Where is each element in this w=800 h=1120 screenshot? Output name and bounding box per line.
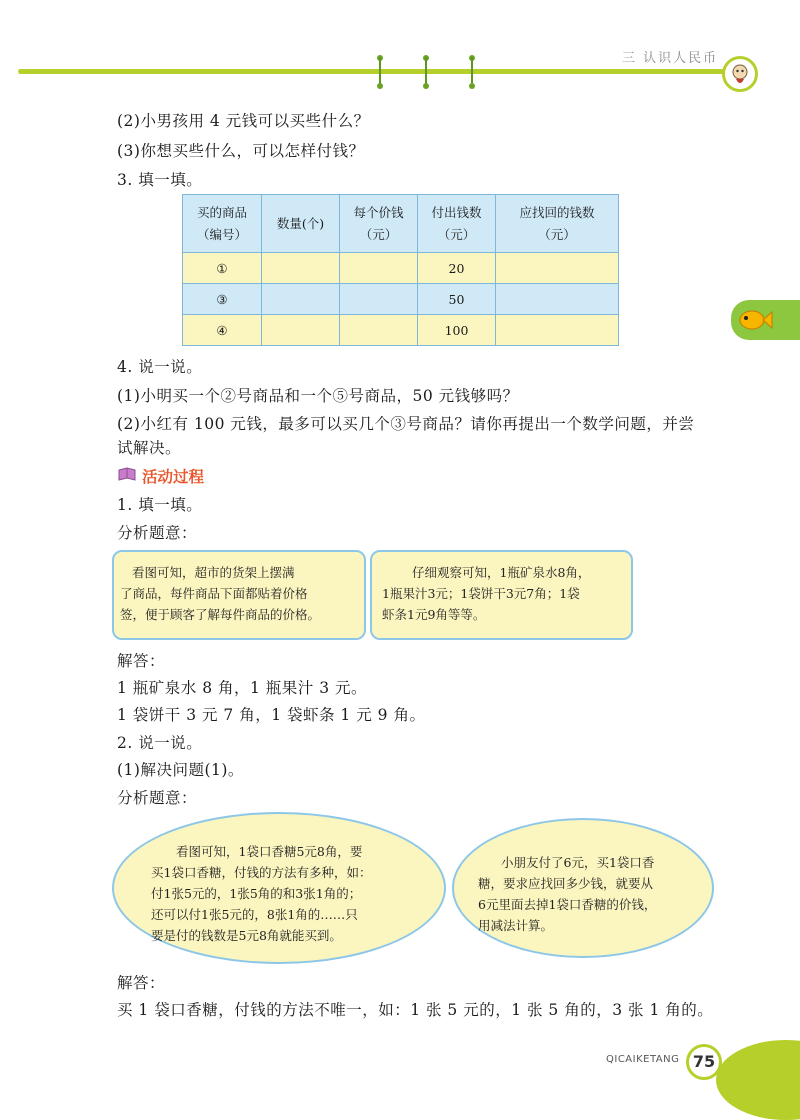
page-number: 75 <box>686 1044 722 1080</box>
question-line: (3)你想买些什么，可以怎样付钱？ <box>117 142 365 160</box>
footer-brand: QICAIKETANG <box>606 1054 680 1065</box>
table-header: 数量(个) <box>262 195 340 253</box>
table-cell[interactable] <box>496 253 619 284</box>
table-cell: ④ <box>183 315 262 346</box>
binder-clip-icon <box>468 55 476 89</box>
mascot-icon <box>722 56 758 92</box>
table-cell[interactable] <box>496 315 619 346</box>
exercise-heading: 3. 填一填。 <box>117 171 203 189</box>
table-cell[interactable] <box>262 284 340 315</box>
binder-clip-icon <box>376 55 384 89</box>
exercise-heading: 2. 说一说。 <box>117 734 203 752</box>
table-cell: 100 <box>418 315 496 346</box>
answer-line: 1 袋饼干 3 元 7 角，1 袋虾条 1 元 9 角。 <box>117 706 426 724</box>
table-header: 应找回的钱数 （元） <box>496 195 619 253</box>
table-row <box>183 284 619 315</box>
box-text: 虾条1元9角等等。 <box>382 607 486 622</box>
side-tab <box>731 300 800 340</box>
question-line: 试解决。 <box>117 439 182 457</box>
table-cell: ③ <box>183 284 262 315</box>
ellipse-text: 用减法计算。 <box>478 918 554 933</box>
table-cell[interactable] <box>262 315 340 346</box>
analysis-label: 分析题意： <box>117 524 198 542</box>
ellipse-text: 糖，要求应找回多少钱，就要从 <box>478 876 654 891</box>
table-header: 买的商品 （编号） <box>183 195 262 253</box>
box-text: 签，便于顾客了解每件商品的价格。 <box>120 607 321 622</box>
analysis-ellipse <box>452 818 714 958</box>
answer-label: 解答： <box>117 652 166 670</box>
box-text: 1瓶果汁3元；1袋饼干3元7角；1袋 <box>382 586 580 601</box>
exercise-heading: 1. 填一填。 <box>117 496 203 514</box>
table-cell[interactable] <box>262 253 340 284</box>
table-row <box>183 253 619 284</box>
fill-table <box>182 194 619 346</box>
box-text: 了商品，每件商品下面都贴着价格 <box>120 586 308 601</box>
ellipse-text: 付1张5元的，1张5角的和3张1角的； <box>151 886 362 901</box>
ellipse-text: 看图可知，1袋口香糖5元8角，要 <box>176 844 363 859</box>
table-cell[interactable] <box>340 253 418 284</box>
table-cell: 50 <box>418 284 496 315</box>
answer-line: 1 瓶矿泉水 8 角，1 瓶果汁 3 元。 <box>117 679 368 697</box>
table-header: 每个价钱 （元） <box>340 195 418 253</box>
table-cell: 20 <box>418 253 496 284</box>
analysis-box <box>370 550 633 640</box>
table-cell[interactable] <box>340 284 418 315</box>
analysis-box <box>112 550 366 640</box>
answer-line: 买 1 袋口香糖，付钱的方法不唯一，如：1 张 5 元的，1 张 5 角的，3 张 1 角的。 <box>117 1001 714 1019</box>
table-cell[interactable] <box>340 315 418 346</box>
binder-clip-icon <box>422 55 430 89</box>
ellipse-text: 小朋友付了6元，买1袋口香 <box>501 855 655 870</box>
question-line: (1)解决问题(1)。 <box>117 761 244 779</box>
question-line: (2)小红有 100 元钱，最多可以买几个③号商品？请你再提出一个数学问题，并尝 <box>117 415 695 433</box>
section-title: 活动过程 <box>142 468 205 486</box>
chapter-title: 三 认识人民币 <box>622 51 719 66</box>
ellipse-text: 要是付的钱数是5元8角就能买到。 <box>151 928 342 943</box>
table-header: 付出钱数 （元） <box>418 195 496 253</box>
question-line: (1)小明买一个②号商品和一个⑤号商品，50 元钱够吗？ <box>117 387 519 405</box>
footer-decoration <box>716 1040 800 1120</box>
table-cell[interactable] <box>496 284 619 315</box>
exercise-heading: 4. 说一说。 <box>117 358 203 376</box>
box-text: 仔细观察可知，1瓶矿泉水8角， <box>412 565 591 580</box>
table-cell: ① <box>183 253 262 284</box>
analysis-label: 分析题意： <box>117 789 198 807</box>
table-row <box>183 315 619 346</box>
question-line: (2)小男孩用 4 元钱可以买些什么？ <box>117 112 370 130</box>
box-text: 看图可知，超市的货架上摆满 <box>132 565 295 580</box>
answer-label: 解答： <box>117 974 166 992</box>
analysis-ellipse <box>112 812 446 964</box>
ellipse-text: 买1袋口香糖，付钱的方法有多种，如： <box>151 865 372 880</box>
ellipse-text: 还可以付1张5元的，8张1角的……只 <box>151 907 358 922</box>
fish-icon <box>737 307 773 333</box>
book-icon <box>118 467 136 481</box>
ellipse-text: 6元里面去掉1袋口香糖的价钱， <box>478 897 657 912</box>
